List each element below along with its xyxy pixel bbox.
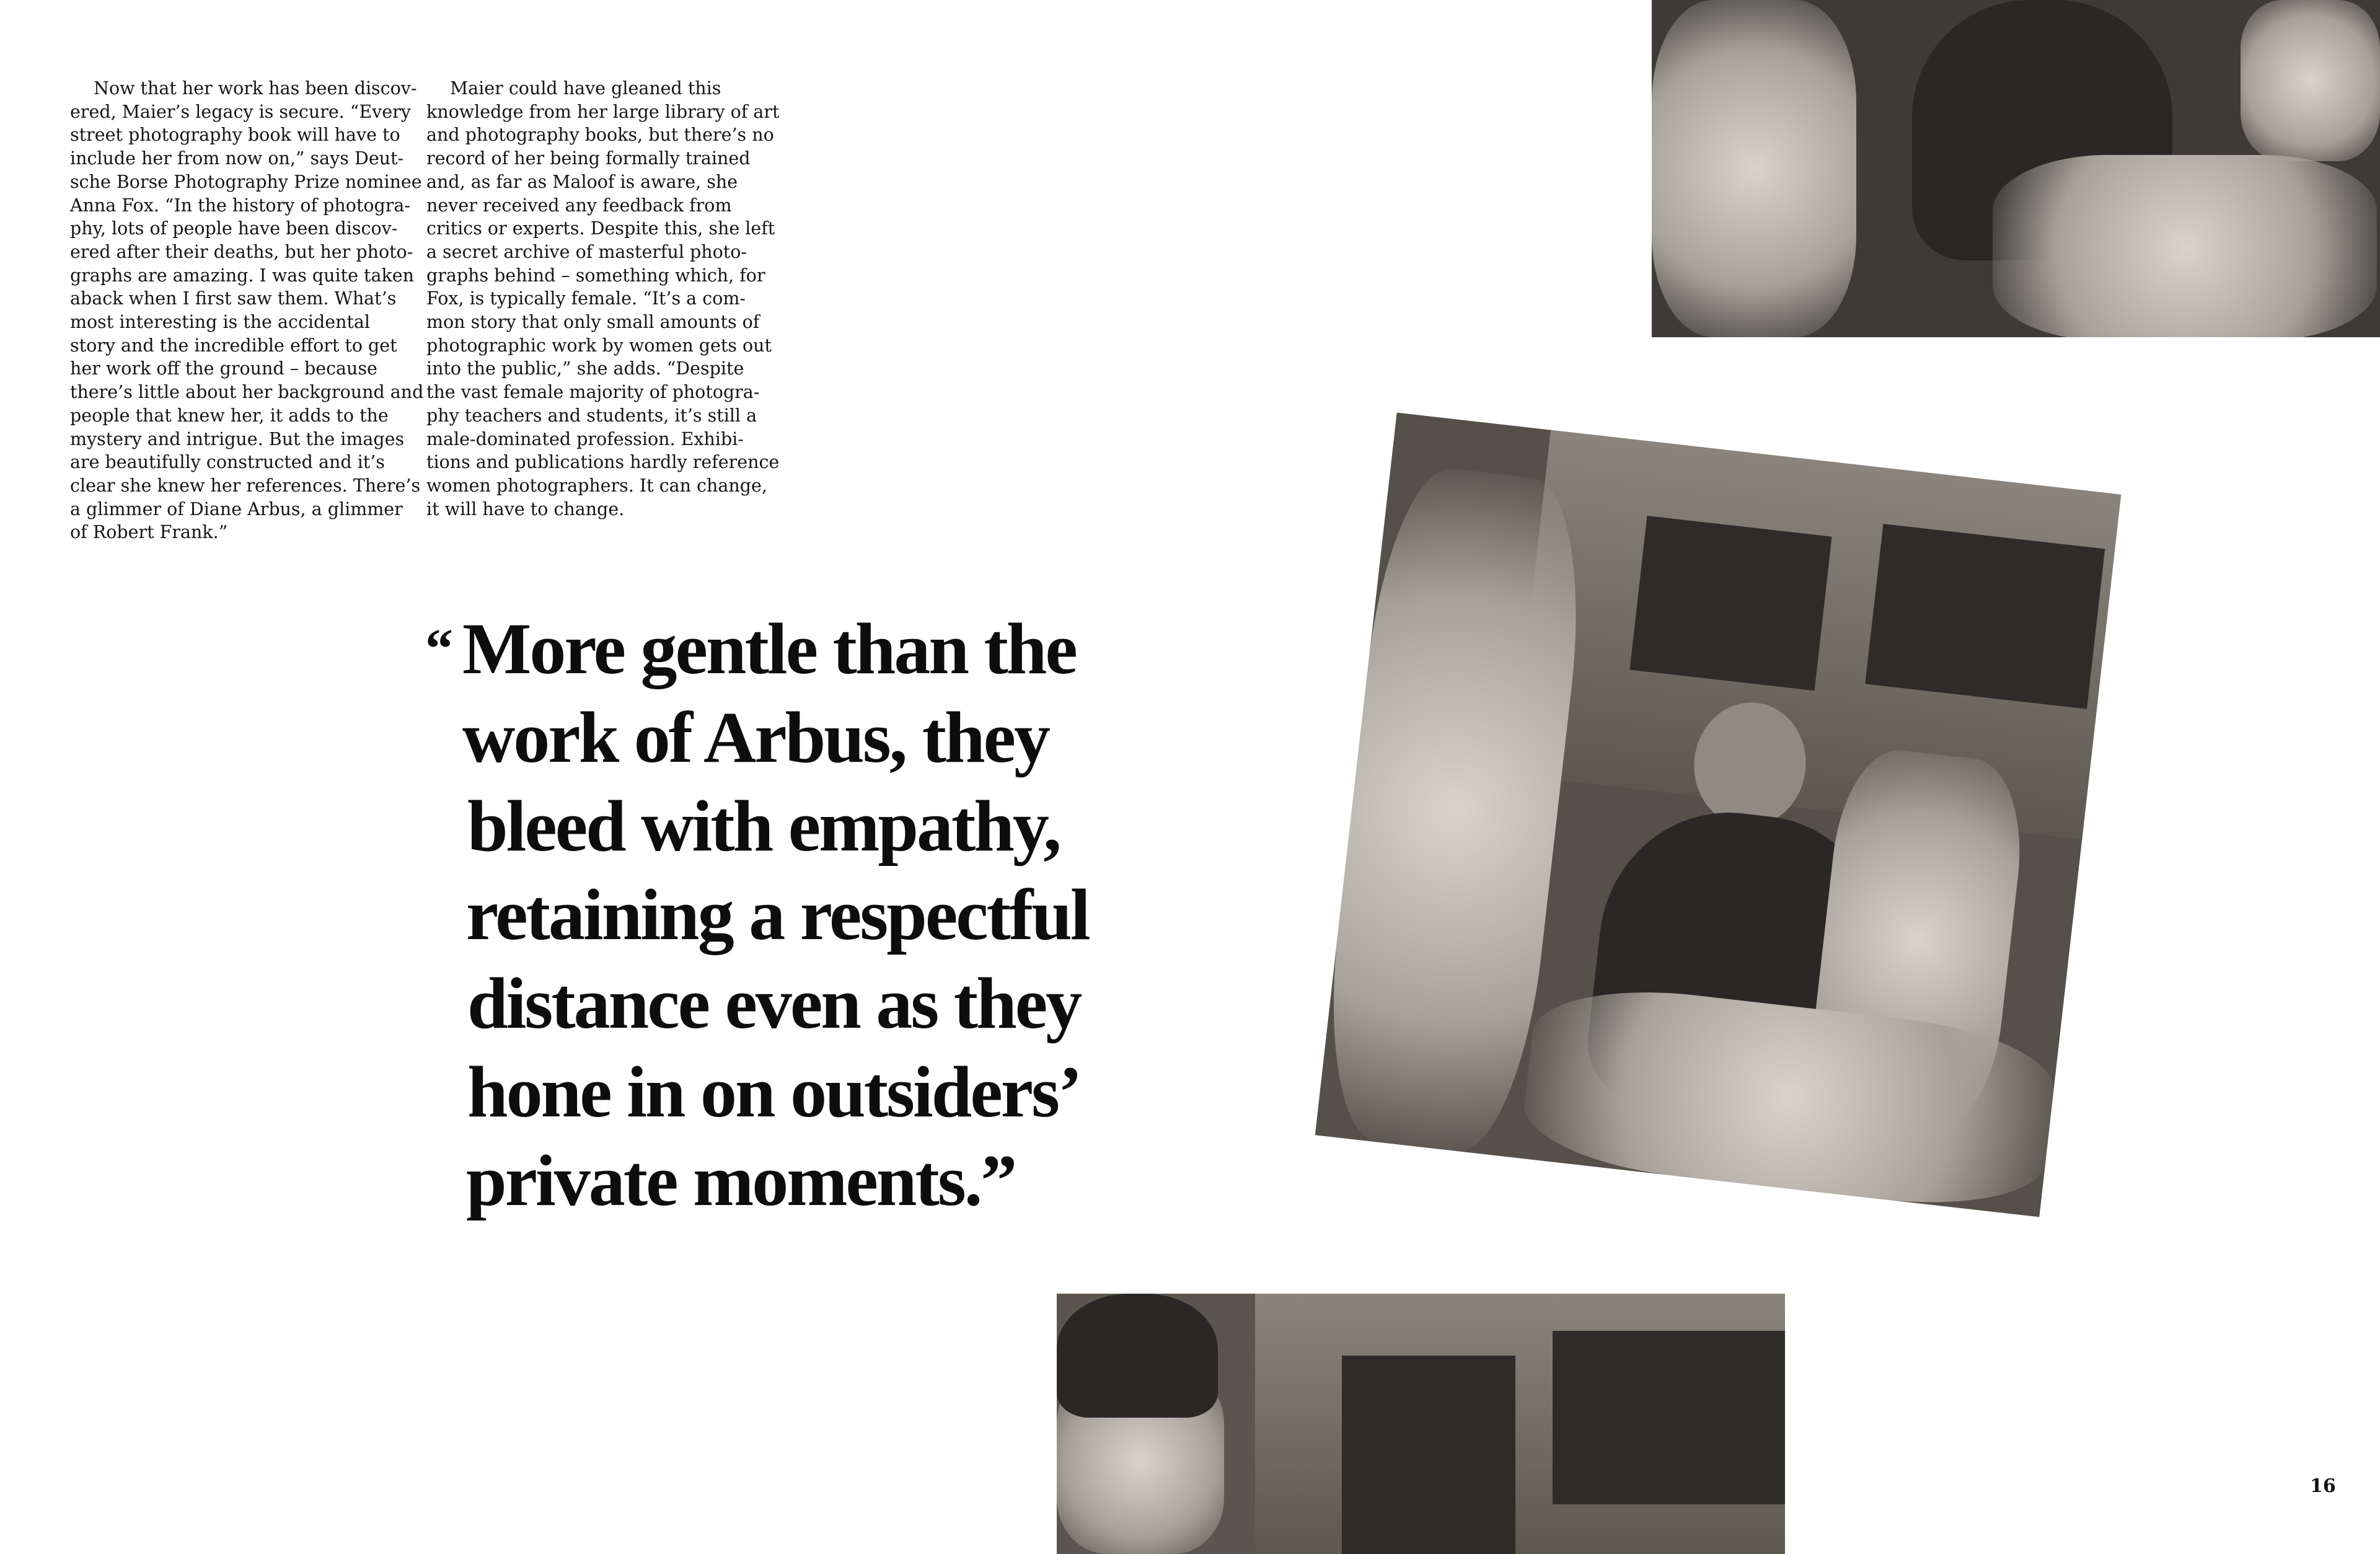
page-number: 16 (2310, 1475, 2336, 1497)
pull-quote-line: distance even as they (467, 963, 1081, 1044)
article-text-line: aback when I first saw them. What’s (70, 288, 397, 309)
article-text-line: graphs behind – something which, for (426, 265, 765, 286)
article-text-line: ered, Maier’s legacy is secure. “Every (70, 101, 411, 122)
pull-quote-line: private moments.” (466, 1140, 1016, 1221)
article-text-line: women photographers. It can change, (426, 475, 767, 496)
article-text-line: male-dominated profession. Exhibi- (426, 428, 744, 449)
article-text-line: graphs are amazing. I was quite taken (70, 265, 414, 286)
article-text-line: mystery and intrigue. But the images (70, 428, 405, 449)
street-photo-main (1315, 413, 2122, 1217)
article-text-line: critics or experts. Despite this, she left (426, 218, 775, 239)
pull-quote (425, 604, 1089, 1225)
article-text-line: Maier could have gleaned this (450, 78, 721, 99)
article-text-line: phy teachers and students, it’s still a (426, 405, 757, 426)
article-text-line: into the public,” she adds. “Despite (426, 358, 744, 379)
article-text-line: and photography books, but there’s no (426, 125, 774, 146)
article-text-line: never received any feedback from (426, 195, 732, 216)
article-text-line: ered after their deaths, but her photo- (70, 241, 413, 262)
article-text-line: sche Borse Photography Prize nominee (70, 171, 422, 192)
article-text-line: knowledge from her large library of art (426, 101, 780, 122)
article-text-line: the vast female majority of photogra- (426, 382, 760, 403)
article-text-line: street photography book will have to (70, 125, 400, 146)
pull-quote-line: retaining a respectful (466, 874, 1089, 955)
pull-quote-open-mark: “ (425, 618, 451, 679)
article-text-line: a secret archive of masterful photo- (426, 241, 747, 262)
article-text-line: people that knew her, it adds to the (70, 405, 389, 426)
pull-quote-line: bleed with empathy, (467, 785, 1060, 867)
pull-quote-line: More gentle than the (462, 608, 1076, 689)
article-text-line: include her from now on,” says Deut- (70, 148, 404, 169)
article-text-line: tions and publications hardly reference (426, 452, 780, 473)
article-text-line: photographic work by women gets out (426, 335, 772, 356)
street-photo-crop-bottom (1057, 1294, 1785, 1554)
article-text-line: record of her being formally trained (426, 148, 751, 169)
street-photo-crop-top (1652, 0, 2380, 337)
article-column-1 (70, 77, 424, 544)
article-text-line: Fox, is typically female. “It’s a com- (426, 288, 746, 309)
article-text-line: Anna Fox. “In the history of photogra- (70, 195, 411, 216)
article-text-line: story and the incredible effort to get (70, 335, 397, 356)
article-text-line: Now that her work has been discov- (94, 78, 417, 99)
article-text-line: and, as far as Maloof is aware, she (426, 171, 738, 192)
article-text-line: it will have to change. (426, 498, 625, 519)
pull-quote-line: work of Arbus, they (462, 697, 1049, 778)
article-text-line: of Robert Frank.” (70, 522, 228, 543)
article-text-line: are beautifully constructed and it’s (70, 452, 385, 473)
pull-quote-line: hone in on outsiders’ (467, 1051, 1081, 1132)
article-text-line: there’s little about her background and (70, 382, 424, 403)
article-column-2 (426, 77, 780, 521)
article-text-line: mon story that only small amounts of (426, 312, 760, 333)
article-text-line: her work off the ground – because (70, 358, 377, 379)
article-text-line: a glimmer of Diane Arbus, a glimmer (70, 498, 403, 519)
article-text-line: most interesting is the accidental (70, 312, 371, 333)
article-text-line: phy, lots of people have been discov- (70, 218, 398, 239)
article-text-line: clear she knew her references. There’s (70, 475, 421, 496)
